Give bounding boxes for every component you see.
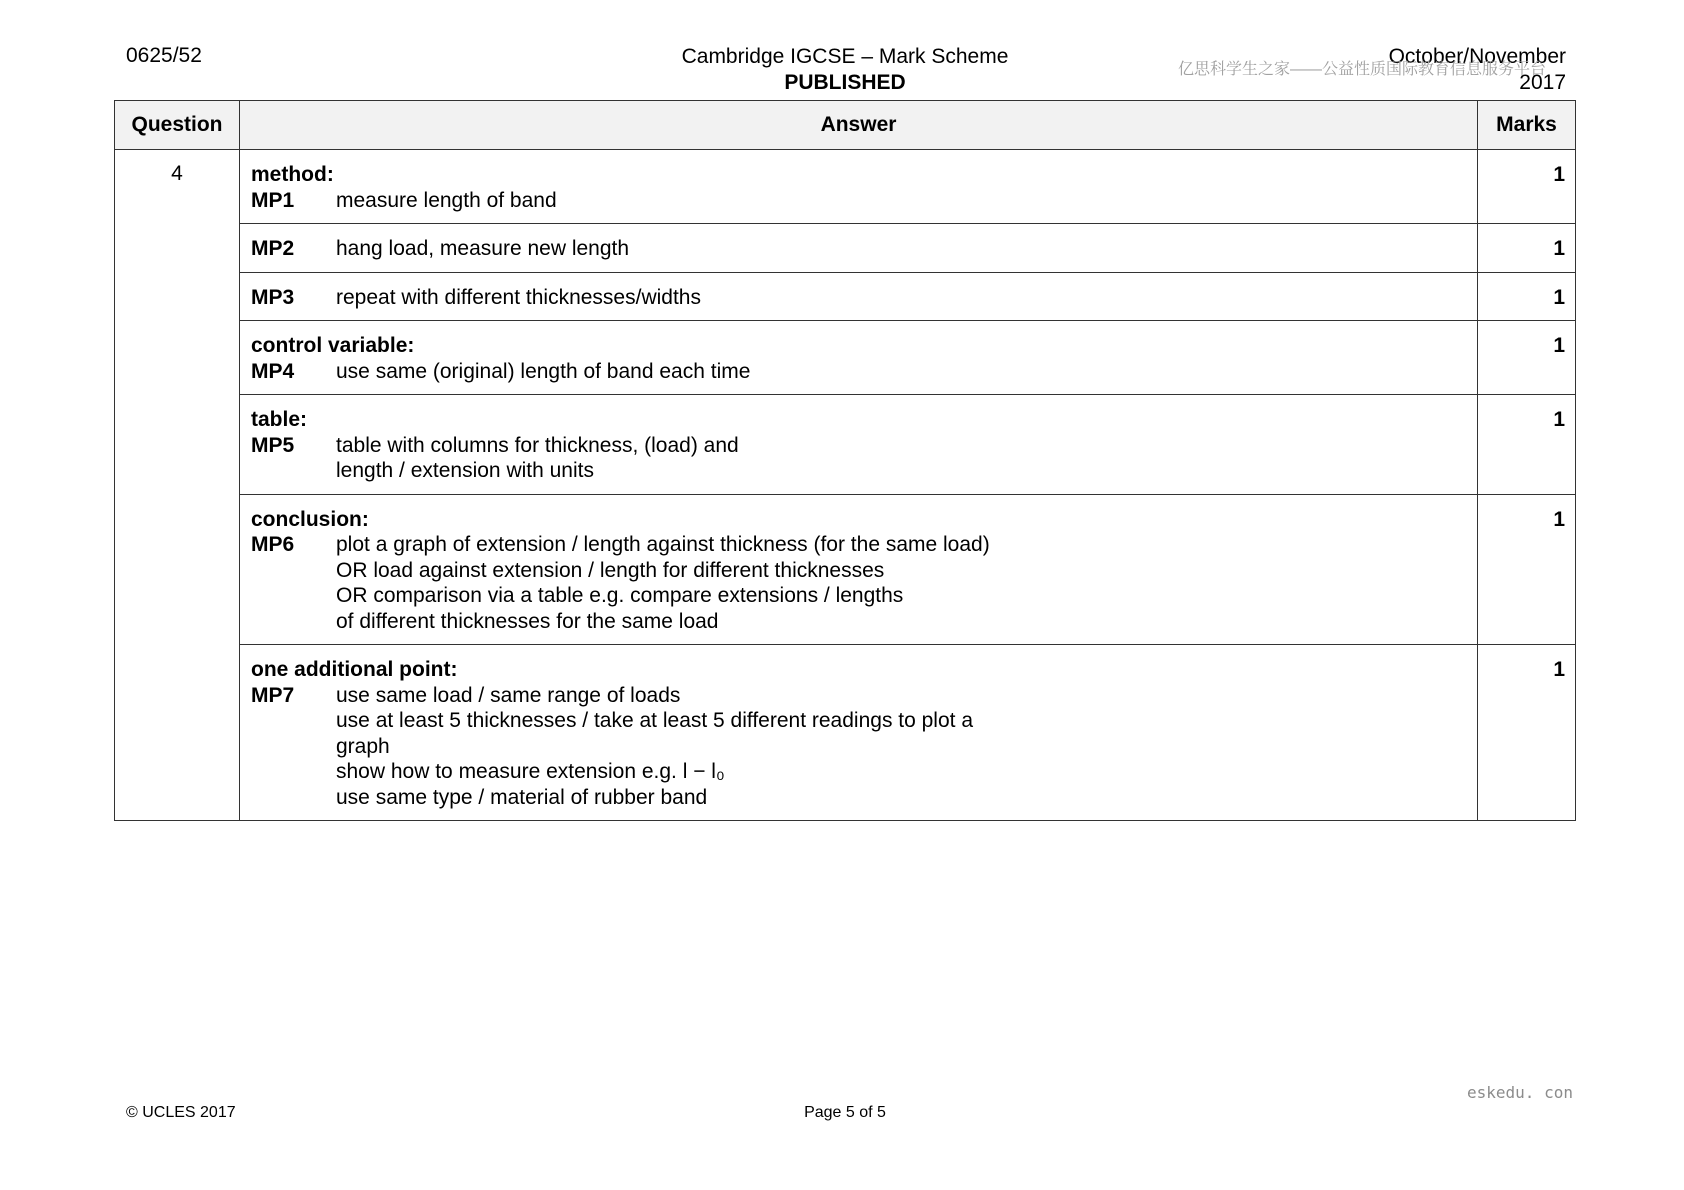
- answer-line: OR comparison via a table e.g. compare extensions / lengths: [336, 584, 904, 607]
- mark-value: 1: [1478, 494, 1576, 645]
- mark-value: 1: [1478, 150, 1576, 224]
- question-column-header: Question: [115, 101, 240, 150]
- answer-cell: [240, 224, 1478, 273]
- section-heading: method:: [251, 163, 334, 186]
- table-row: [115, 272, 1576, 321]
- marking-point-text: [336, 683, 1467, 811]
- answer-line: plot a graph of extension / length against thickness (for the same load): [336, 533, 990, 556]
- marking-point: [251, 433, 1467, 484]
- answer-line: use same type / material of rubber band: [336, 785, 708, 809]
- page-number: Page 5 of 5: [804, 1104, 886, 1121]
- marking-point-text: [336, 285, 1467, 311]
- answer-cell: [240, 395, 1478, 495]
- marking-point-label: MP1: [251, 188, 295, 212]
- published-label: PUBLISHED: [784, 71, 906, 94]
- mark-value: 1: [1478, 645, 1576, 821]
- section-heading: table:: [251, 408, 308, 431]
- answer-cell: [240, 150, 1478, 224]
- marking-point-text: [336, 359, 1467, 385]
- answer-line: use same (original) length of band each time: [336, 359, 751, 383]
- marking-point-label: MP7: [251, 683, 295, 707]
- marking-point-text: [336, 188, 1467, 214]
- section-heading: control variable:: [251, 334, 415, 357]
- answer-line: hang load, measure new length: [336, 237, 630, 260]
- table-row: [115, 645, 1576, 821]
- answer-line: OR load against extension / length for different thicknesses: [336, 558, 885, 582]
- answer-line: table with columns for thickness, (load) and: [336, 433, 739, 457]
- answer-cell: [240, 321, 1478, 395]
- section-heading: conclusion:: [251, 507, 369, 531]
- document-title-block: [672, 44, 1018, 96]
- mark-value: 1: [1478, 272, 1576, 321]
- answer-line: of different thicknesses for the same load: [336, 609, 719, 633]
- document-title: Cambridge IGCSE – Mark Scheme: [681, 45, 1009, 68]
- answer-line: use at least 5 thicknesses / take at least 5 different readings to plot a: [336, 709, 973, 732]
- answer-cell: [240, 272, 1478, 321]
- table-row: [115, 321, 1576, 395]
- answer-column-header: Answer: [240, 101, 1478, 150]
- exam-year: 2017: [1519, 71, 1566, 94]
- marking-point-label: MP2: [251, 237, 295, 260]
- mark-value: 1: [1478, 321, 1576, 395]
- section-heading: one additional point:: [251, 658, 458, 681]
- table-row: [115, 395, 1576, 495]
- answer-line: repeat with different thicknesses/widths: [336, 285, 701, 309]
- marking-point-text: [336, 433, 1467, 484]
- answer-line: use same load / same range of loads: [336, 683, 681, 707]
- marking-point-label: MP4: [251, 359, 295, 383]
- exam-session: October/November: [1388, 45, 1566, 68]
- watermark-text: 亿思科学生之家——公益性质国际教育信息服务平台: [1178, 61, 1547, 78]
- marking-point-text: [336, 532, 1467, 634]
- mark-scheme-table: [114, 100, 1576, 821]
- answer-line: measure length of band: [336, 188, 557, 212]
- answer-line: graph: [336, 734, 390, 758]
- marking-point: [251, 532, 1467, 634]
- question-number: 4: [115, 150, 240, 821]
- paper-code: 0625/52: [126, 44, 202, 67]
- answer-line: length / extension with units: [336, 459, 594, 482]
- marking-point: [251, 359, 1467, 385]
- marking-point-label: MP3: [251, 285, 295, 309]
- answer-line: show how to measure extension e.g. l − l₀: [336, 760, 725, 783]
- marking-point: [251, 188, 1467, 214]
- table-row: [115, 150, 1576, 224]
- marking-point: [251, 683, 1467, 811]
- answer-cell: [240, 494, 1478, 645]
- site-watermark: eskedu. con: [1467, 1083, 1573, 1102]
- table-header-row: [115, 101, 1576, 150]
- table-row: [115, 224, 1576, 273]
- marking-point-label: MP5: [251, 433, 295, 457]
- marking-point-text: [336, 236, 1467, 262]
- table-body: [115, 150, 1576, 821]
- copyright-notice: © UCLES 2017: [126, 1104, 236, 1121]
- answer-cell: [240, 645, 1478, 821]
- marking-point: [251, 285, 1467, 311]
- mark-value: 1: [1478, 395, 1576, 495]
- marks-column-header: Marks: [1478, 101, 1576, 150]
- marking-point-label: MP6: [251, 533, 295, 556]
- mark-value: 1: [1478, 224, 1576, 273]
- table-row: [115, 494, 1576, 645]
- marking-point: [251, 236, 1467, 262]
